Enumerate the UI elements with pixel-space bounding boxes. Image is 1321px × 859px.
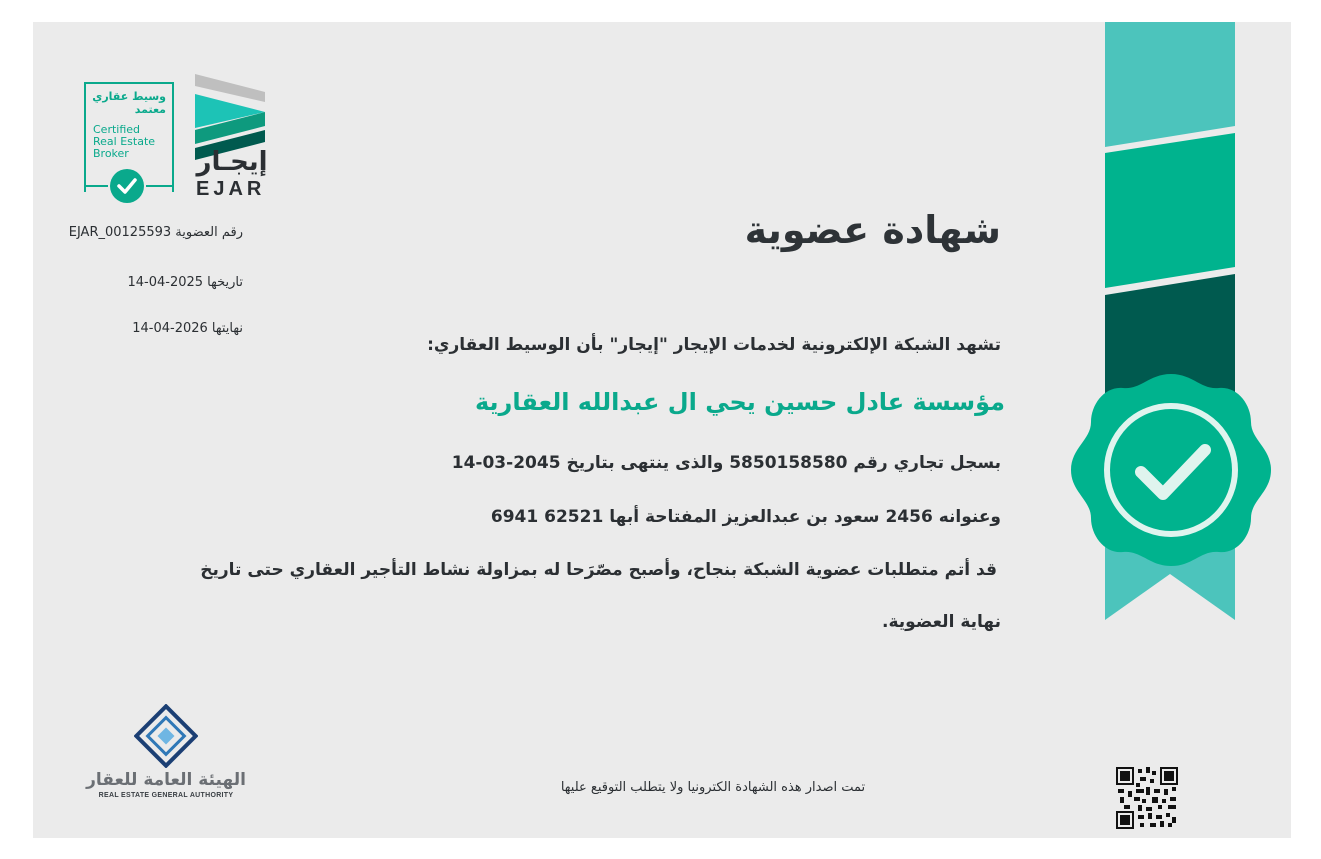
broker-badge-underline: [84, 185, 108, 187]
membership-number: رقم العضوية EJAR_00125593: [68, 225, 243, 240]
broker-badge-en-line3: Broker: [93, 147, 129, 160]
certificate: [33, 22, 1291, 838]
electronic-issue-note: تمت اصدار هذه الشهادة الكترونيا ولا يتطلب التوقيع عليها: [560, 780, 866, 795]
ejar-logo-en: EJAR: [196, 178, 266, 200]
ribbon-badge-icon: [1063, 22, 1278, 632]
check-circle-icon: [109, 168, 145, 204]
qr-code-icon: [1116, 767, 1178, 829]
membership-end-date: نهايتها 2026-04-14: [132, 321, 243, 336]
broker-badge-ar-line2: معتمد: [134, 103, 166, 116]
authority-name-ar: الهيئة العامة للعقار: [86, 770, 246, 790]
rega-logo-icon: [134, 704, 198, 768]
intro-text: تشهد الشبكة الإلكترونية لخدمات الإيجار "إيجار" بأن الوسيط العقاري:: [427, 335, 1001, 355]
broker-badge-underline: [146, 185, 174, 187]
broker-badge-en-line1: Certified: [93, 123, 141, 136]
broker-badge-en-line2: Real Estate: [93, 135, 156, 148]
membership-issue-date: تاريخها 2025-04-14: [127, 275, 243, 290]
commercial-registry-text: بسجل تجاري رقم 5850158580 والذى ينتهى بتاريخ 2045-03-14: [451, 453, 1001, 473]
ejar-logo-ar: إيجـار: [196, 147, 268, 177]
address-text: وعنوانه 2456 سعود بن عبدالعزيز المفتاحة أبها 62521 6941: [490, 507, 1001, 527]
broker-name: مؤسسة عادل حسين يحي ال عبدالله العقارية: [474, 388, 1005, 416]
broker-badge-ar-line1: وسيط عقاري: [92, 90, 166, 103]
statement-line-1: قد أتم متطلبات عضوية الشبكة بنجاح، وأصبح مصّرَحا له بمزاولة نشاط التأجير العقاري حتى تاريخ: [200, 560, 997, 580]
authority-name-en: REAL ESTATE GENERAL AUTHORITY: [98, 792, 234, 799]
statement-line-2: نهاية العضوية.: [882, 612, 1001, 632]
certificate-title: شهادة عضوية: [744, 208, 1001, 252]
